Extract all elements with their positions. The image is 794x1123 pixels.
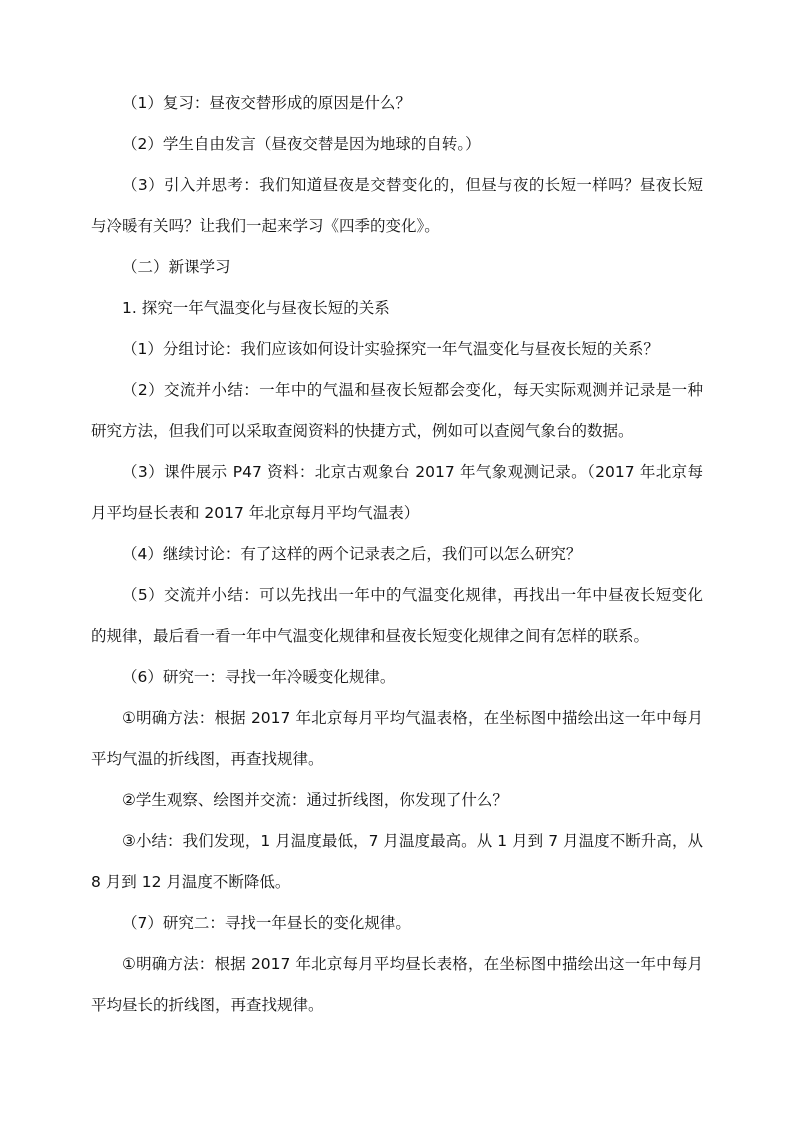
document-body (91, 83, 703, 1026)
review-question: （1）复习：昼夜交替形成的原因是什么？ (122, 94, 411, 112)
student-answer: （2）学生自由发言（昼夜交替是因为地球的自转。） (122, 135, 481, 153)
research-one-observe: ②学生观察、绘图并交流：通过折线图，你发现了什么？ (122, 791, 508, 809)
courseware-display: （3）课件展示 P47 资料：北京古观象台 2017 年气象观测记录。（2017 年北京每月平均昼长表和 2017 年北京每月平均气温表） (91, 463, 703, 522)
research-one-method: ①明确方法：根据 2017 年北京每月平均气温表格，在坐标图中描绘出这一年中每月平均气温的折线图，再查找规律。 (91, 709, 703, 768)
research-two-heading: （7）研究二：寻找一年昼长的变化规律。 (122, 914, 411, 932)
exchange-summary-1: （2）交流并小结：一年中的气温和昼夜长短都会变化，每天实际观测并记录是一种研究方法，但我们可以采取查阅资料的快捷方式，例如可以查阅气象台的数据。 (91, 381, 703, 440)
exchange-summary-2: （5）交流并小结：可以先找出一年中的气温变化规律，再找出一年中昼夜长短变化的规律，最后看一看一年中气温变化规律和昼夜长短变化规律之间有怎样的联系。 (91, 586, 703, 645)
section-heading-new-lesson: （二）新课学习 (122, 258, 231, 276)
group-discussion: （1）分组讨论：我们应该如何设计实验探究一年气温变化与昼夜长短的关系？ (122, 340, 659, 358)
research-one-summary: ③小结：我们发现，1 月温度最低，7 月温度最高。从 1 月到 7 月温度不断升高，从 8 月到 12 月温度不断降低。 (91, 832, 703, 891)
research-two-method: ①明确方法：根据 2017 年北京每月平均昼长表格，在坐标图中描绘出这一年中每月平均昼长的折线图，再查找规律。 (91, 955, 703, 1014)
introduction-question: （3）引入并思考：我们知道昼夜是交替变化的，但昼与夜的长短一样吗？昼夜长短与冷暖有关吗？让我们一起来学习《四季的变化》。 (91, 176, 703, 235)
subsection-heading-explore: 1. 探究一年气温变化与昼夜长短的关系 (122, 299, 390, 317)
research-one-heading: （6）研究一：寻找一年冷暖变化规律。 (122, 668, 396, 686)
continue-discussion: （4）继续讨论：有了这样的两个记录表之后，我们可以怎么研究？ (122, 545, 582, 563)
